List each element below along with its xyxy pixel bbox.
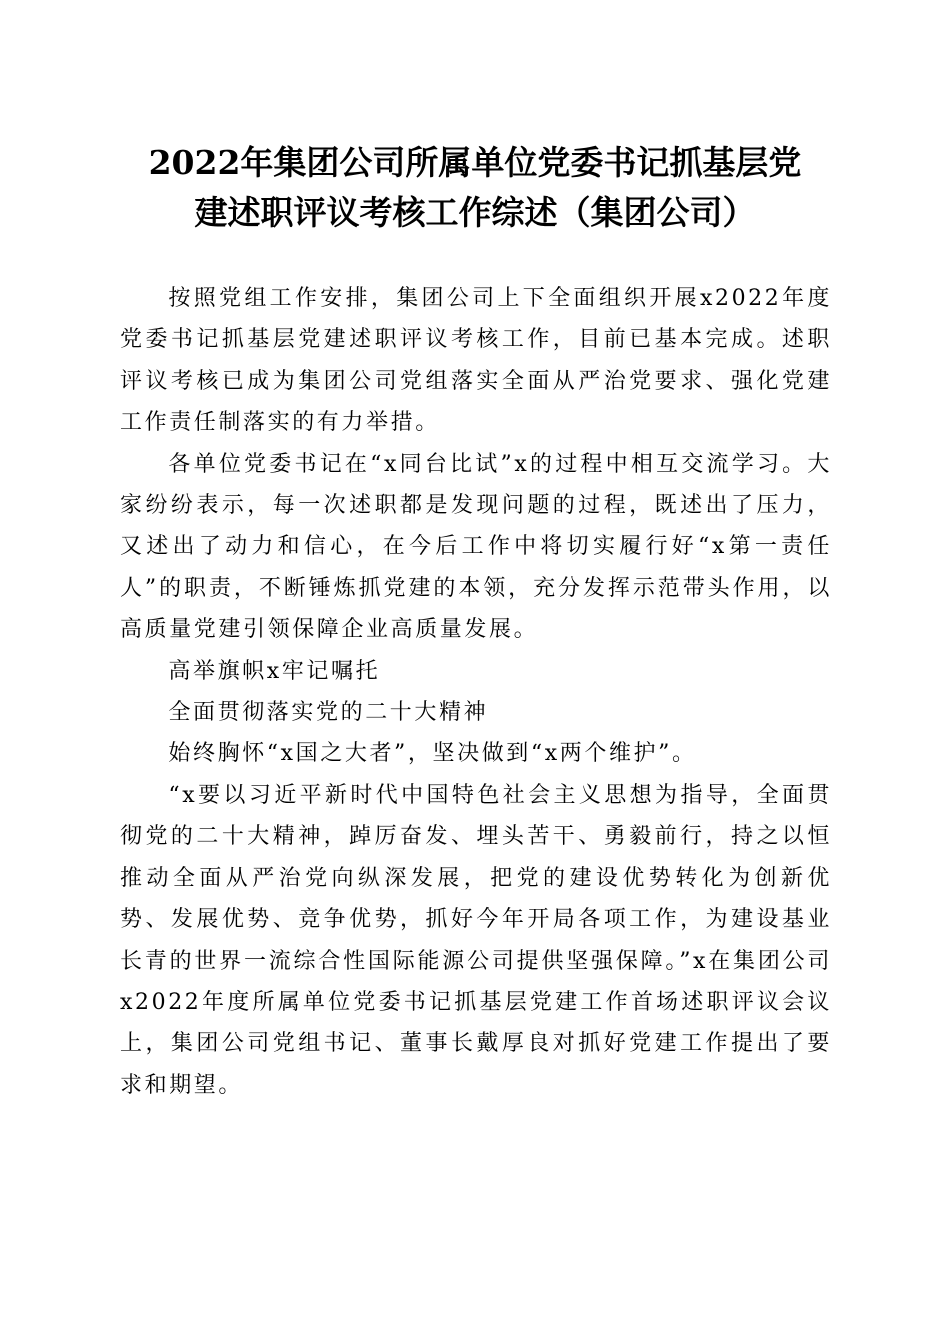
heading-line-banner: 高举旗帜x牢记嘱托: [168, 658, 381, 684]
document-title: [80, 138, 870, 238]
paragraph-exchange: 各单位党委书记在“x同台比试”x的过程中相互交流学习。大家纷纷表示，每一次述职都是发现问题的过程，既述出了压力，又述出了动力和信心，在今后工作中将切实履行好“x第一责任人”的职责，不断锤炼抓党建的本领，充分发挥示范带头作用，以高质量党建引领保障企业高质量发展。: [120, 451, 832, 643]
heading-line-spirit: 全面贯彻落实党的二十大精神: [168, 700, 489, 726]
heading-line-loyalty: 始终胸怀“x国之大者”，坚决做到“x两个维护”。: [168, 741, 697, 767]
title-line-1: 2022年集团公司所属单位党委书记抓基层党: [148, 143, 802, 182]
document-body: [120, 278, 832, 1106]
paragraph-intro: 按照党组工作安排，集团公司上下全面组织开展x2022年度党委书记抓基层党建述职评议考核工作，目前已基本完成。述职评议考核已成为集团公司党组落实全面从严治党要求、强化党建工作责任制落实的有力举措。: [120, 286, 832, 436]
paragraph-quote: “x要以习近平新时代中国特色社会主义思想为指导，全面贯彻党的二十大精神，踔厉奋发、埋头苦干、勇毅前行，持之以恒推动全面从严治党向纵深发展，把党的建设优势转化为创新优势、发展优势、竞争优势，抓好今年开局各项工作，为建设基业长青的世界一流综合性国际能源公司提供坚强保障。”x在集团公司x2022年度所属单位党委书记抓基层党建工作首场述职评议会议上，集团公司党组书记、董事长戴厚良对抓好党建工作提出了要求和期望。: [120, 782, 832, 1098]
title-line-2: 建述职评议考核工作综述（集团公司）: [194, 193, 756, 232]
